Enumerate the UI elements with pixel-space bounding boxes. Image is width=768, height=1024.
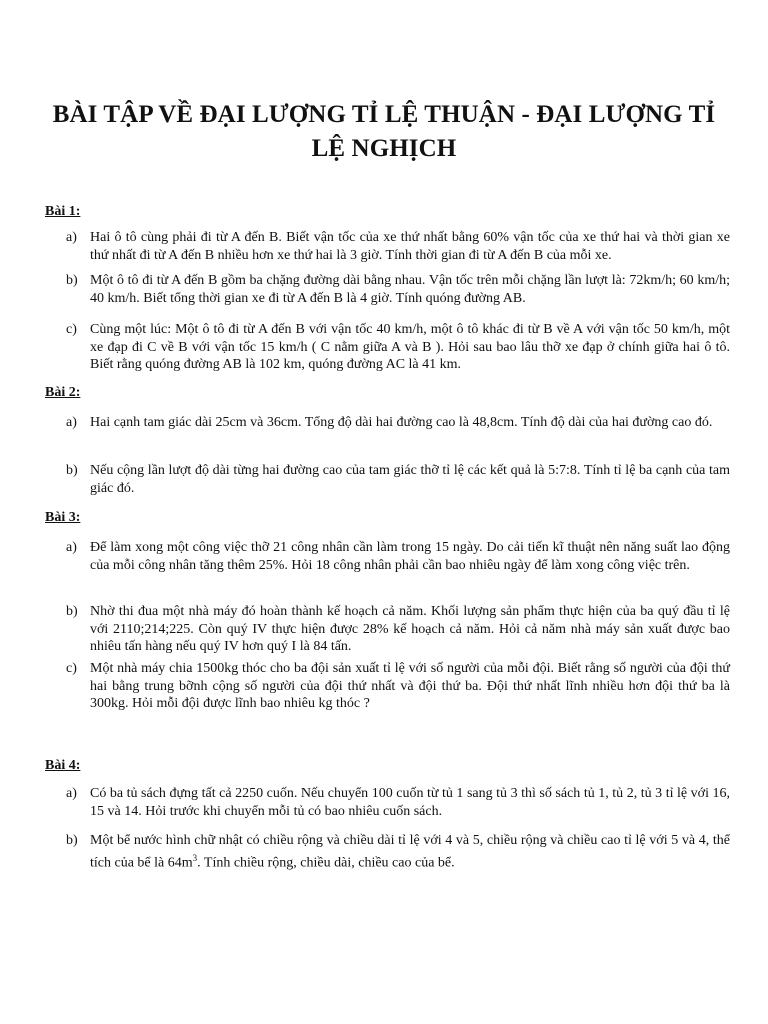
superscript-exponent: 3 (192, 852, 198, 863)
item-marker: a) (66, 786, 77, 801)
item-text: Nếu cộng lần lượt độ dài từng hai đường cao của tam giác thỡ tỉ lệ các kết quả là 5:7:8. Tính tỉ lệ ba cạnh của tam giác đó. (90, 463, 730, 496)
section-heading-bai-3: Bài 3: (45, 510, 81, 525)
item-text-part: . Tính chiều rộng, chiều dài, chiều cao của bể. (197, 855, 455, 871)
item-text: Hai ô tô cùng phải đi từ A đến B. Biết vận tốc của xe thứ nhất bằng 60% vận tốc của xe thứ hai và thời gian xe thứ nhất đi từ A đến B nhiều hơn xe thứ hai là 3 giờ. Tính thời gian đi từ A đến B của mỗi xe. (90, 230, 730, 263)
item-marker: b) (66, 463, 78, 478)
item-text: Để làm xong một công việc thỡ 21 công nhân cần làm trong 15 ngày. Do cải tiến kĩ thuật nên năng suất lao động của mỗi công nhân tăng thêm 25%. Hỏi 18 công nhân phải cần bao nhiêu ngày để làm xong công việc trên. (90, 540, 730, 573)
item-text: Một nhà máy chia 1500kg thóc cho ba đội sản xuất tỉ lệ với số người của mỗi đội. Biết rằng số người của đội thứ hai bằng trung bỡnh cộng số người của đội thứ nhất và đội thứ ba. Đội thứ nhất lĩnh nhiều hơn đội thứ ba là 300kg. Hỏi mỗi đội được lĩnh bao nhiêu kg thóc ? (90, 661, 730, 711)
list-item-bai-1-c (66, 321, 730, 374)
list-item-bai-3-c (66, 660, 730, 713)
list-item-bai-3-a (66, 539, 730, 574)
list-item-bai-2-b (66, 462, 730, 497)
section-heading-bai-1: Bài 1: (45, 204, 81, 219)
list-item-bai-4-b (66, 832, 730, 872)
section-heading-bai-2: Bài 2: (45, 385, 81, 400)
item-marker: a) (66, 230, 77, 245)
item-text: Cùng một lúc: Một ô tô đi từ A đến B với vận tốc 40 km/h, một ô tô khác đi từ B về A với vận tốc 50 km/h, một xe đạp đi C về B với vận tốc 15 km/h ( C nằm giữa A và B ). Hỏi sau bao lâu thỡ xe đạp ở chính giữa hai ô tô. Biết rằng quóng đường AB là 102 km, quóng đường AC là 41 km. (90, 322, 730, 372)
section-heading-bai-4: Bài 4: (45, 758, 81, 773)
list-item-bai-2-a (66, 414, 730, 432)
document-title: BÀI TẬP VỀ ĐẠI LƯỢNG TỈ LỆ THUẬN - ĐẠI LƯỢNG TỈ LỆ NGHỊCH (52, 101, 716, 162)
item-text (90, 832, 730, 872)
list-item-bai-1-b (66, 272, 730, 307)
item-marker: b) (66, 833, 78, 848)
item-marker: c) (66, 322, 77, 337)
list-item-bai-1-a (66, 229, 730, 264)
item-text: Có ba tủ sách đựng tất cả 2250 cuốn. Nếu chuyển 100 cuốn từ tủ 1 sang tủ 3 thì số sách tủ 1, tủ 2, tủ 3 tỉ lệ với 16, 15 và 14. Hỏi trước khi chuyển mỗi tủ có bao nhiêu cuốn sách. (90, 786, 730, 819)
item-text: Một ô tô đi từ A đến B gồm ba chặng đường dài bằng nhau. Vận tốc trên mỗi chặng lần lượt là: 72km/h; 60 km/h; 40 km/h. Biết tổng thời gian xe đi từ A đến B là 4 giờ. Tính quóng đường AB. (90, 273, 730, 306)
item-text: Hai cạnh tam giác dài 25cm và 36cm. Tổng độ dài hai đường cao là 48,8cm. Tính độ dài của hai đường cao đó. (90, 415, 713, 430)
list-item-bai-3-b (66, 603, 730, 656)
item-marker: b) (66, 273, 78, 288)
item-text: Nhờ thi đua một nhà máy đó hoàn thành kế hoạch cả năm. Khối lượng sản phẩm thực hiện của ba quý đầu tỉ lệ với 2110;214;225. Còn quý IV thực hiện được 28% kế hoạch cả năm. Hỏi cả năm nhà máy sản xuất được bao nhiêu tấn hàng nếu quý IV hơn quý I là 84 tấn. (90, 604, 730, 654)
item-marker: c) (66, 661, 77, 676)
list-item-bai-4-a (66, 785, 730, 820)
item-marker: b) (66, 604, 78, 619)
item-marker: a) (66, 540, 77, 555)
item-marker: a) (66, 415, 77, 430)
item-text-part: Một bể nước hình chữ nhật có chiều rộng và chiều dài tỉ lệ với 4 và 5, chiều rộng và chiều cao tỉ lệ với 5 và 4, thể tích của bể là 64m (90, 833, 730, 871)
